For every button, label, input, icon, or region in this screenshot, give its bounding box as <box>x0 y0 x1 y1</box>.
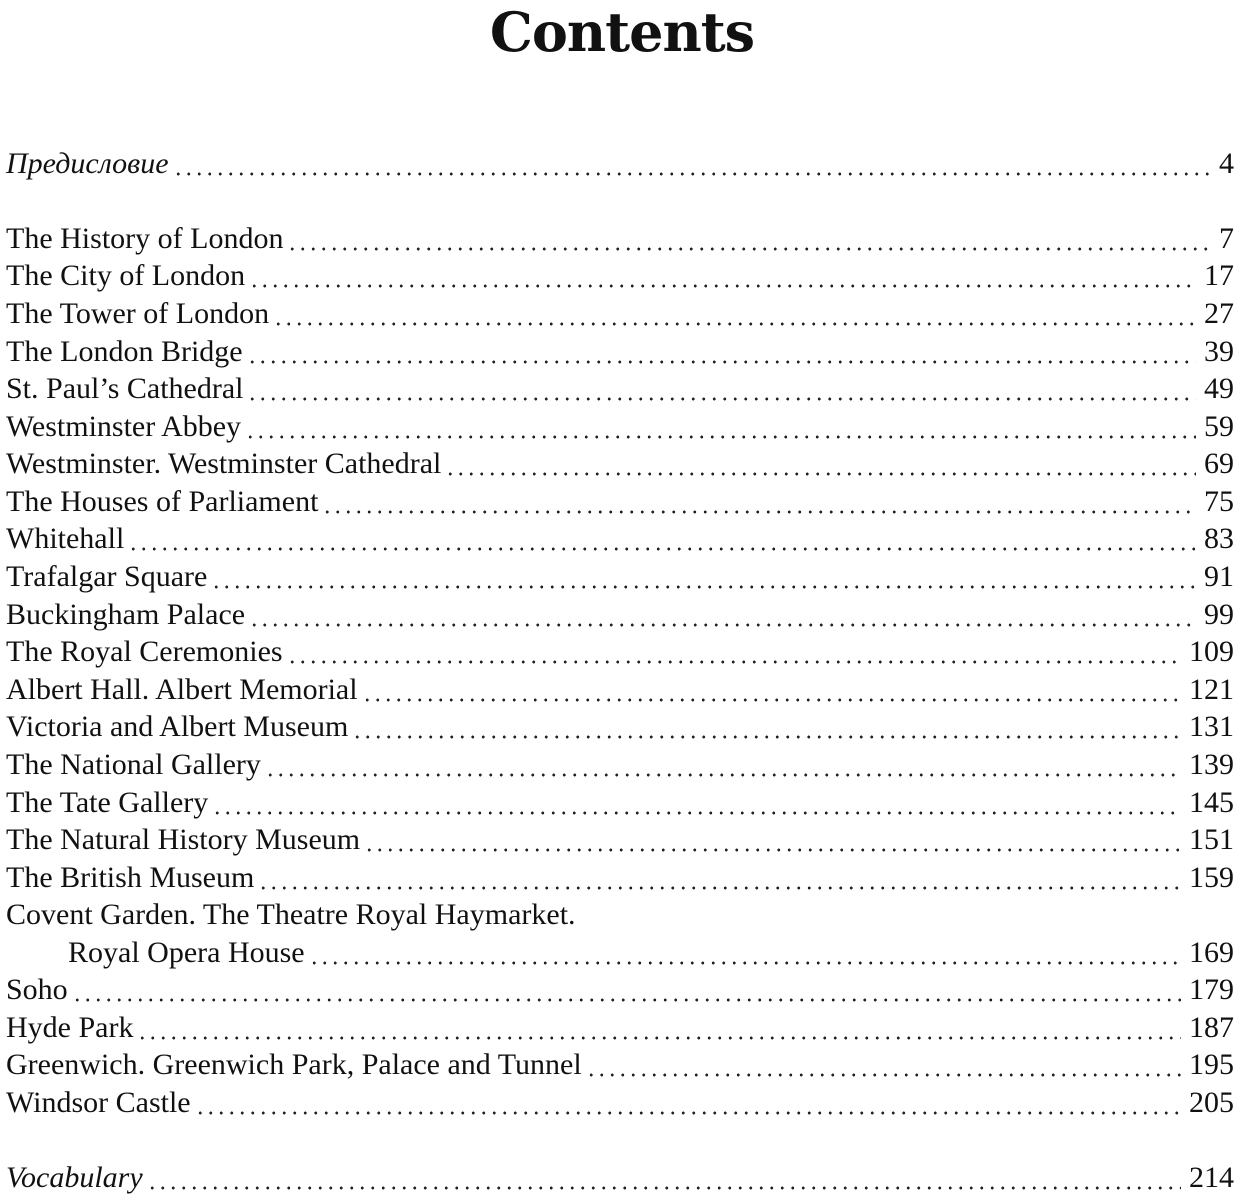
toc-entry[interactable] <box>6 597 1234 633</box>
toc-label: St. Paul’s Cathedral <box>6 372 244 405</box>
dot-leader <box>364 822 1181 858</box>
table-of-contents <box>6 0 1234 1200</box>
toc-entry[interactable] <box>6 409 1234 445</box>
toc-label: Buckingham Palace <box>6 598 246 631</box>
dot-leader <box>322 484 1196 520</box>
toc-page-number: 187 <box>1189 1011 1234 1044</box>
toc-page-number: 69 <box>1204 447 1234 480</box>
dot-leader <box>586 1047 1181 1083</box>
toc-page-number: 17 <box>1204 259 1234 292</box>
dot-leader <box>249 597 1196 633</box>
toc-page-number: 83 <box>1204 522 1234 555</box>
toc-label: Greenwich. Greenwich Park, Palace and Tunnel <box>6 1048 582 1081</box>
toc-label: Westminster Abbey <box>6 410 242 443</box>
toc-page-number: 179 <box>1189 973 1234 1006</box>
toc-entry[interactable] <box>6 521 1234 557</box>
toc-page-number: 59 <box>1204 410 1234 443</box>
toc-entry-multiline-continuation[interactable] <box>6 935 1234 971</box>
toc-label: The Natural History Museum <box>6 823 361 856</box>
toc-label: Windsor Castle <box>6 1086 191 1119</box>
toc-page-number: 27 <box>1204 297 1234 330</box>
page-title: Contents <box>489 0 755 64</box>
toc-entry[interactable] <box>6 972 1234 1008</box>
dot-leader <box>247 334 1196 370</box>
toc-entry-multiline-first[interactable] <box>6 897 1234 933</box>
dot-leader <box>247 371 1196 407</box>
toc-page-number: 91 <box>1204 560 1234 593</box>
toc-page-number: 195 <box>1189 1048 1234 1081</box>
dot-leader <box>362 672 1181 708</box>
toc-page-number: 205 <box>1189 1086 1234 1119</box>
toc-entry[interactable] <box>6 709 1234 745</box>
toc-label: The National Gallery <box>6 748 261 781</box>
toc-entry-vocabulary[interactable] <box>6 1160 1234 1196</box>
dot-leader <box>245 409 1196 445</box>
toc-entry[interactable] <box>6 1010 1234 1046</box>
toc-entry[interactable] <box>6 446 1234 482</box>
toc-page-number: 4 <box>1219 147 1234 180</box>
toc-entry-preface[interactable] <box>6 146 1234 182</box>
toc-label: The London Bridge <box>6 335 243 368</box>
toc-label: The Tate Gallery <box>6 786 209 819</box>
toc-page-number: 145 <box>1189 786 1234 819</box>
toc-page-number: 139 <box>1189 748 1234 781</box>
toc-label: The Royal Ceremonies <box>6 635 283 668</box>
dot-leader <box>258 860 1181 896</box>
toc-label: Albert Hall. Albert Memorial <box>6 673 358 706</box>
toc-entry[interactable] <box>6 822 1234 858</box>
dot-leader <box>445 446 1196 482</box>
toc-page-number: 49 <box>1204 372 1234 405</box>
toc-label: The History of London <box>6 222 284 255</box>
toc-page-number: 151 <box>1189 823 1234 856</box>
toc-label: The Houses of Parliament <box>6 485 319 518</box>
dot-leader <box>352 709 1181 745</box>
dot-leader <box>287 221 1211 257</box>
toc-entry[interactable] <box>6 258 1234 294</box>
toc-entry[interactable] <box>6 747 1234 783</box>
toc-label: The Tower of London <box>6 297 270 330</box>
toc-page-number: 214 <box>1189 1161 1234 1194</box>
toc-entry[interactable] <box>6 296 1234 332</box>
toc-entry[interactable] <box>6 634 1234 670</box>
dot-leader <box>173 146 1211 182</box>
toc-page-number: 121 <box>1189 673 1234 706</box>
dot-leader <box>309 935 1181 971</box>
toc-entry[interactable] <box>6 672 1234 708</box>
dot-leader <box>147 1160 1181 1196</box>
toc-entry[interactable] <box>6 371 1234 407</box>
toc-entry[interactable] <box>6 785 1234 821</box>
dot-leader <box>128 521 1196 557</box>
dot-leader <box>212 785 1181 821</box>
toc-entry[interactable] <box>6 334 1234 370</box>
toc-entry[interactable] <box>6 484 1234 520</box>
toc-page-number: 169 <box>1189 936 1234 969</box>
toc-page-number: 75 <box>1204 485 1234 518</box>
dot-leader <box>249 258 1196 294</box>
toc-label: Whitehall <box>6 522 125 555</box>
toc-page-number: 39 <box>1204 335 1234 368</box>
toc-entry[interactable] <box>6 1047 1234 1083</box>
toc-label: The City of London <box>6 259 246 292</box>
toc-entry[interactable] <box>6 1085 1234 1121</box>
toc-label: Hyde Park <box>6 1011 134 1044</box>
toc-entry[interactable] <box>6 559 1234 595</box>
toc-page-number: 109 <box>1189 635 1234 668</box>
toc-entry[interactable] <box>6 860 1234 896</box>
dot-leader <box>72 972 1181 1008</box>
toc-label: Victoria and Albert Museum <box>6 710 349 743</box>
dot-leader <box>195 1085 1181 1121</box>
dot-leader <box>137 1010 1181 1046</box>
dot-leader <box>265 747 1181 783</box>
toc-page-number: 159 <box>1189 861 1234 894</box>
toc-label: Trafalgar Square <box>6 560 208 593</box>
toc-label: Westminster. Westminster Cathedral <box>6 447 442 480</box>
toc-page-number: 99 <box>1204 598 1234 631</box>
toc-entry[interactable] <box>6 221 1234 257</box>
toc-label: Soho <box>6 973 68 1006</box>
dot-leader <box>273 296 1196 332</box>
toc-label: The British Museum <box>6 861 255 894</box>
dot-leader <box>287 634 1181 670</box>
toc-label: Covent Garden. The Theatre Royal Haymarket. <box>6 898 576 931</box>
toc-page-number: 131 <box>1189 710 1234 743</box>
toc-label: Предисловие <box>6 147 169 180</box>
toc-label: Vocabulary <box>6 1161 143 1194</box>
toc-page-number: 7 <box>1219 222 1234 255</box>
dot-leader <box>211 559 1196 595</box>
toc-label-continuation: Royal Opera House <box>68 936 305 969</box>
